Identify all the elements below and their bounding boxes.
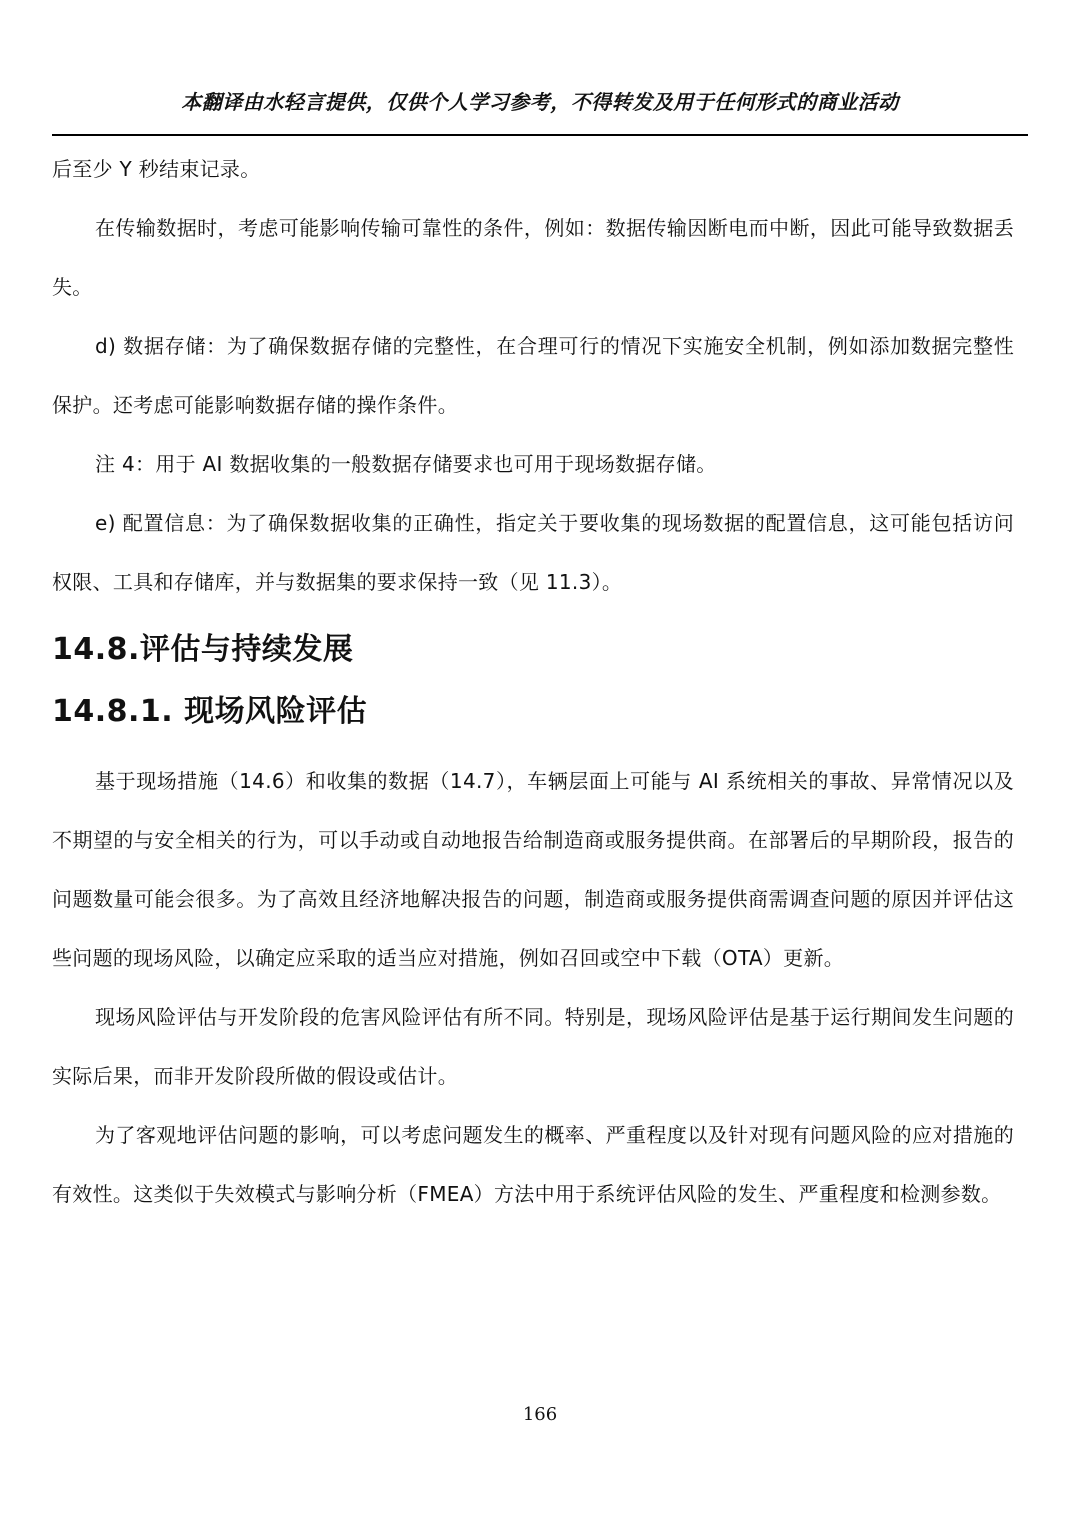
header-disclaimer: 本翻译由水轻言提供，仅供个人学习参考，不得转发及用于任何形式的商业活动 — [181, 90, 899, 114]
section-heading: 14.8.评估与持续发展 — [52, 632, 354, 667]
paragraph-risk-difference: 现场风险评估与开发阶段的危害风险评估有所不同。特别是，现场风险评估是基于运行期间发生问题的实际后果，而非开发阶段所做的假设或估计。 — [52, 1005, 1014, 1088]
paragraph-continuation: 后至少 Y 秒结束记录。 — [52, 157, 261, 181]
page-header — [52, 80, 1028, 136]
paragraph-data-storage: d) 数据存储：为了确保数据存储的完整性，在合理可行的情况下实施安全机制，例如添加数据完整性保护。还考虑可能影响数据存储的操作条件。 — [52, 334, 1014, 417]
subsection-heading: 14.8.1. 现场风险评估 — [52, 694, 368, 729]
paragraph-transmission: 在传输数据时，考虑可能影响传输可靠性的条件，例如：数据传输因断电而中断，因此可能导致数据丢失。 — [52, 216, 1014, 299]
page-body — [52, 140, 1014, 1224]
paragraph-fmea: 为了客观地评估问题的影响，可以考虑问题发生的概率、严重程度以及针对现有问题风险的应对措施的有效性。这类似于失效模式与影响分析（FMEA）方法中用于系统评估风险的发生、严重程度和检测参数。 — [52, 1123, 1014, 1206]
note-4: 注 4：用于 AI 数据收集的一般数据存储要求也可用于现场数据存储。 — [95, 452, 717, 476]
paragraph-configuration: e) 配置信息：为了确保数据收集的正确性，指定关于要收集的现场数据的配置信息，这可能包括访问权限、工具和存储库，并与数据集的要求保持一致（见 11.3）。 — [52, 511, 1014, 594]
paragraph-field-measures: 基于现场措施（14.6）和收集的数据（14.7），车辆层面上可能与 AI 系统相关的事故、异常情况以及不期望的与安全相关的行为，可以手动或自动地报告给制造商或服务提供商。在部署后的早期阶段，报告的问题数量可能会很多。为了高效且经济地解决报告的问题，制造商或服务提供商需调查问题的原因并评估这些问题的现场风险，以确定应采取的适当应对措施，例如召回或空中下载（OTA）更新。 — [52, 769, 1014, 970]
page-number: 166 — [522, 1404, 558, 1425]
